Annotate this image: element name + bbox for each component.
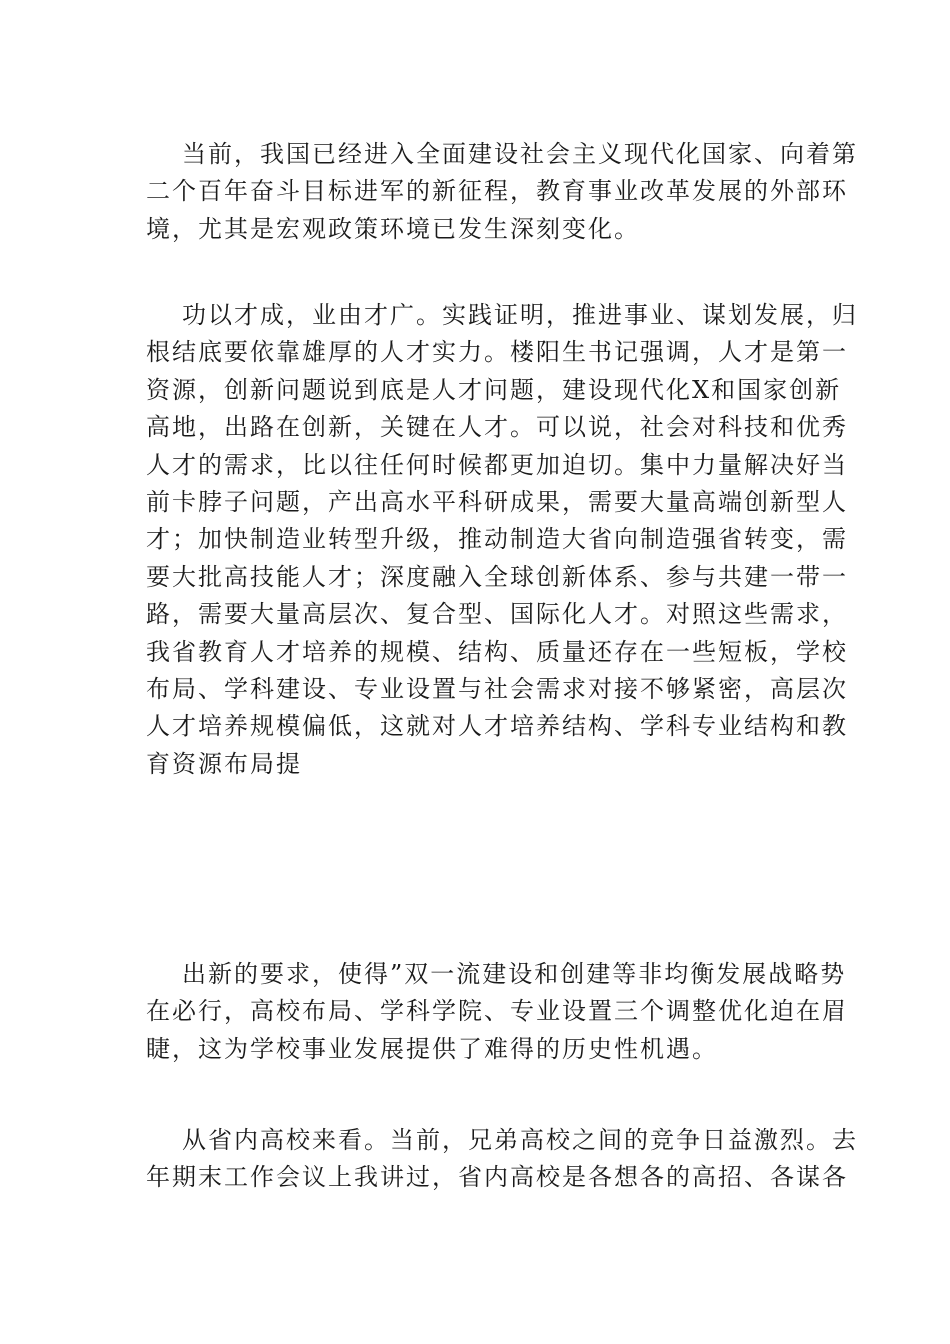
paragraph-line: 出新的要求，使得”双一流建设和创建等非均衡发展战略势: [182, 960, 847, 988]
paragraph-line: 睫，这为学校事业发展提供了难得的历史性机遇。: [146, 1034, 718, 1063]
paragraph-line: 二个百年奋斗目标进军的新征程，教育事业改革发展的外部环: [146, 177, 848, 206]
paragraph-line: 我省教育人才培养的规模、结构、质量还存在一些短板，学校: [146, 637, 848, 666]
paragraph-line: 境，尤其是宏观政策环境已发生深刻变化。: [146, 214, 640, 243]
paragraph-4: [146, 1122, 858, 1197]
paragraph-line: 高地，出路在创新，关键在人才。可以说，社会对科技和优秀: [146, 413, 848, 442]
paragraph-line: 才；加快制造业转型升级，推动制造大省向制造强省转变，需: [146, 525, 848, 554]
paragraph-line: 当前，我国已经进入全面建设社会主义现代化国家、向着第: [182, 140, 858, 168]
paragraph-line: 资源，创新问题说到底是人才问题，建设现代化X和国家创新: [146, 375, 842, 404]
paragraph-line: 在必行，高校布局、学科学院、专业设置三个调整优化迫在眉: [146, 997, 848, 1026]
paragraph-line: 根结底要依靠雄厚的人才实力。楼阳生书记强调，人才是第一: [146, 338, 848, 367]
paragraph-3: [146, 956, 848, 1068]
paragraph-line: 前卡脖子问题，产出高水平科研成果，需要大量高端创新型人: [146, 487, 848, 516]
paragraph-line: 要大批高技能人才；深度融入全球创新体系、参与共建一带一: [146, 562, 848, 591]
paragraph-line: 路，需要大量高层次、复合型、国际化人才。对照这些需求，: [146, 600, 848, 629]
paragraph-line: 功以才成，业由才广。实践证明，推进事业、谋划发展，归: [182, 301, 858, 329]
paragraph-line: 育资源布局提: [146, 749, 302, 778]
paragraph-line: 年期末工作会议上我讲过，省内高校是各想各的高招、各谋各: [146, 1163, 848, 1192]
paragraph-line: 从省内高校来看。当前，兄弟高校之间的竞争日益激烈。去: [182, 1126, 858, 1154]
paragraph-1: [146, 136, 858, 248]
paragraph-line: 布局、学科建设、专业设置与社会需求对接不够紧密，高层次: [146, 674, 848, 703]
paragraph-line: 人才的需求，比以往任何时候都更加迫切。集中力量解决好当: [146, 450, 848, 479]
paragraph-2: [146, 297, 858, 783]
paragraph-line: 人才培养规模偏低，这就对人才培养结构、学科专业结构和教: [146, 712, 848, 741]
